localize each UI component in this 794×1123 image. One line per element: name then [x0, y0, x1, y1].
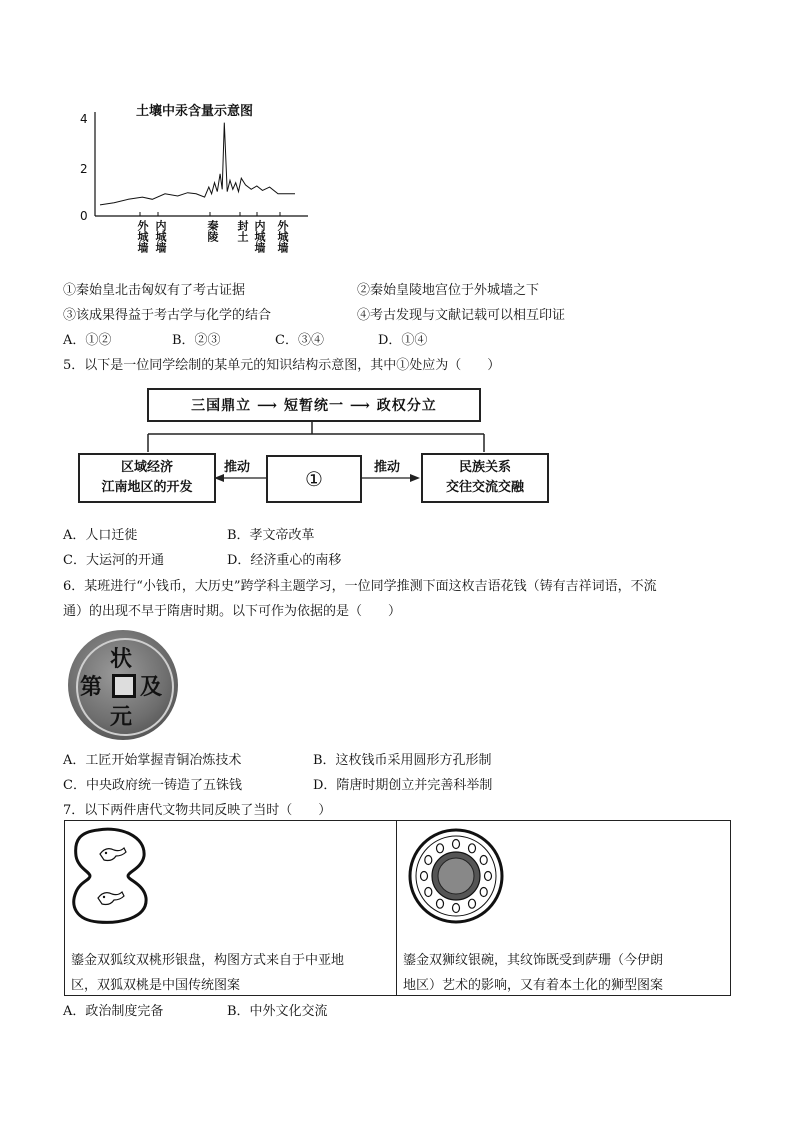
silver-plate-image [68, 826, 164, 926]
fox-icon [103, 896, 105, 898]
q5-choice-d[interactable]: D．经济重心的南移 [227, 553, 342, 568]
chart-title: 土壤中汞含量示意图 [136, 104, 254, 119]
right-caption-line1: 鎏金双狮纹银碗，其纹饰既受到萨珊（今伊朗 [403, 953, 664, 968]
q5-stem: 5．以下是一位同学绘制的某单元的知识结构示意图，其中①处应为（ ） [63, 358, 501, 373]
y-tick-label: 4 [80, 112, 88, 126]
q5-choice-b[interactable]: B．孝文帝改革 [227, 528, 315, 543]
q6-choice-c[interactable]: C．中央政府统一铸造了五铢钱 [63, 778, 242, 793]
x-label-outer-wall-left: 外城墙 [136, 220, 149, 253]
x-label-outer-wall-right: 外城墙 [276, 220, 289, 253]
left-box-line1: 区域经济 [120, 460, 173, 475]
q4-choice-b[interactable]: B．②③ [172, 333, 221, 348]
left-arrow-label: 推动 [224, 460, 251, 475]
q7-stem: 7．以下两件唐代文物共同反映了当时（ ） [63, 803, 332, 818]
artifact-table [64, 820, 731, 996]
fox-icon [105, 852, 107, 854]
bowl-petal [425, 888, 432, 897]
right-box-line1: 民族关系 [458, 460, 511, 475]
bowl-petal [469, 899, 476, 908]
diagram-right-box [421, 453, 549, 503]
left-box-line2: 江南地区的开发 [101, 480, 193, 495]
q6-stem-line1: 6．某班进行“小钱币，大历史”跨学科主题学习，一位同学推测下面这枚吉语花钱（铸有吉祥词语，不流 [63, 579, 657, 594]
coin-char-bottom: 元 [110, 704, 133, 730]
q5-choice-c[interactable]: C．大运河的开通 [63, 553, 164, 568]
bowl-petal [437, 844, 444, 853]
q7-choice-b[interactable]: B．中外文化交流 [227, 1004, 328, 1019]
diagram-left-box [78, 453, 216, 503]
right-box-line2: 交往交流交融 [445, 480, 524, 495]
bowl-petal [469, 844, 476, 853]
bowl-petal [437, 899, 444, 908]
q5-choice-a[interactable]: A．人口迁徙 [63, 528, 138, 543]
coin-char-right: 及 [140, 674, 163, 700]
x-label-tumulus: 封土 [236, 220, 249, 242]
bowl-petal [425, 856, 432, 865]
diagram-connectors [0, 0, 794, 520]
q4-option-1: ①秦始皇北击匈奴有了考古证据 [63, 283, 246, 298]
bowl-petal [480, 888, 487, 897]
q6-choice-d[interactable]: D．隋唐时期创立并完善科举制 [313, 778, 493, 793]
x-label-qin-mausoleum: 秦陵 [206, 220, 219, 242]
y-tick-label: 2 [80, 162, 88, 176]
silver-bowl-image [406, 826, 506, 926]
bowl-petal [453, 840, 460, 849]
coin-image [68, 630, 178, 740]
top-box-text: 三国鼎立 ⟶ 短暂统一 ⟶ 政权分立 [191, 398, 437, 414]
q6-choice-b[interactable]: B．这枚钱币采用圆形方孔形制 [313, 753, 492, 768]
coin-char-left: 第 [80, 674, 103, 700]
q4-option-4: ④考古发现与文献记载可以相互印证 [357, 308, 566, 323]
bowl-petal [485, 872, 492, 881]
q7-choice-a[interactable]: A．政治制度完备 [63, 1004, 164, 1019]
q4-option-3: ③该成果得益于考古学与化学的结合 [63, 308, 272, 323]
bowl-petal [421, 872, 428, 881]
right-caption-line2: 地区）艺术的影响，又有着本土化的狮型图案 [403, 978, 664, 993]
diagram-center-box [266, 455, 362, 503]
q4-choice-a[interactable]: A．①② [63, 333, 112, 348]
bowl-petal [453, 904, 460, 913]
bowl-petal [480, 856, 487, 865]
q6-choice-a[interactable]: A．工匠开始掌握青铜冶炼技术 [63, 753, 242, 768]
x-label-inner-wall-left: 内城墙 [154, 220, 167, 253]
q4-choice-d[interactable]: D．①④ [378, 333, 428, 348]
q4-option-2: ②秦始皇陵地宫位于外城墙之下 [357, 283, 540, 298]
right-arrow-label: 推动 [374, 460, 401, 475]
q4-choice-c[interactable]: C．③④ [275, 333, 324, 348]
y-tick-label: 0 [80, 209, 88, 223]
left-caption-line2: 区，双狐双桃是中国传统图案 [71, 978, 241, 993]
coin-char-top: 状 [110, 646, 133, 672]
x-label-inner-wall-right: 内城墙 [253, 220, 266, 253]
center-box-circle-one: ① [305, 467, 323, 491]
q6-stem-line2: 通）的出现不早于隋唐时期。以下可作为依据的是（ ） [63, 604, 402, 619]
left-caption-line1: 鎏金双狐纹双桃形银盘，构图方式来自于中亚地 [71, 953, 345, 968]
square-hole [112, 674, 136, 698]
